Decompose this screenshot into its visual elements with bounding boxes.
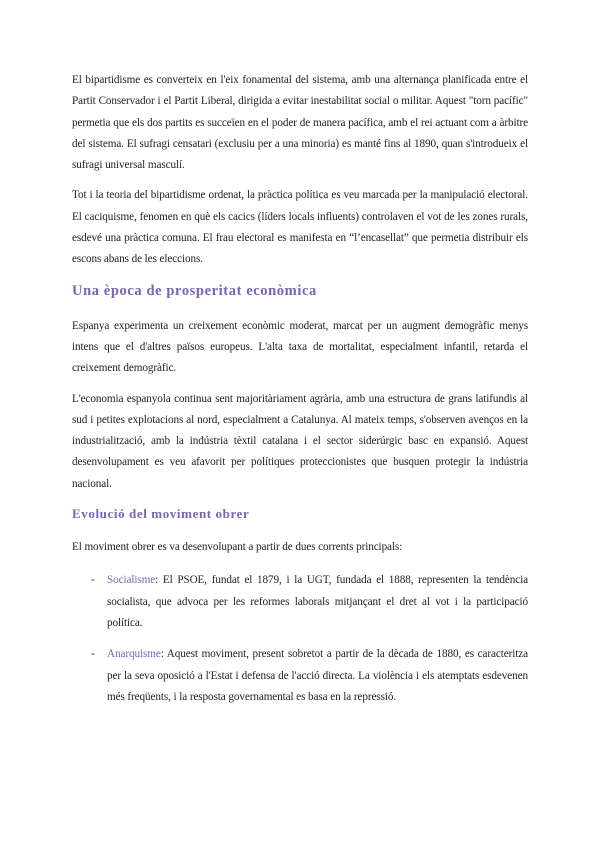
anarquisme-description: Aquest moviment, present sobretot a partir de la dècada de 1880, es caracteritza per la seva oposició a l'Estat i defensa de l'acció directa. La violència i els atemptats esdevenen més freqüents, i la resposta governamental es basa en la repressió. (107, 648, 528, 703)
section-heading-prosperitat: Una època de prosperitat econòmica (72, 282, 317, 299)
paragraph-economia: L'economia espanyola continua sent majoritàriament agrària, amb una estructura de grans latifundis al sud i petites explotacions al nord, especialment a Catalunya. Al mateix temps, s'observen avenços en la industrialització, amb la indústria tèxtil catalana i el sector siderúrgic basc en expansió. Aquest desenvolupament es veu afavorit per polítiques proteccionistes que busquen protegir la indústria nacional. (72, 392, 528, 490)
term-separator: : (155, 574, 163, 587)
dash-bullet: - (91, 648, 95, 661)
list-item-text (107, 644, 528, 708)
list-item-text (107, 570, 528, 634)
paragraph-demografia: Espanya experimenta un creixement econòmic moderat, marcat per un augment demogràfic menys intens que el d'altres països europeus. L'alta taxa de mortalitat, especialment infantil, retarda el creixement demogràfic. (72, 319, 528, 375)
document-body (72, 70, 528, 718)
currents-list (72, 570, 528, 708)
paragraph-caciquisme: Tot i la teoria del bipartidisme ordenat, la pràctica política es veu marcada per la manipulació electoral. El caciquisme, fenomen en què els cacics (líders locals influents) controlaven el vot de les zones rurals, esdevé una pràctica comuna. El frau electoral es manifesta en “l’encasellat” que permetia distribuir els escons abans de les eleccions. (72, 189, 528, 266)
paragraph-moviment-intro: El moviment obrer es va desenvolupant a partir de dues corrents principals: (72, 541, 403, 554)
term-anarquisme: Anarquisme (107, 648, 161, 661)
section-heading-moviment-obrer: Evolució del moviment obrer (72, 506, 250, 522)
list-item-anarquisme (72, 644, 528, 708)
socialisme-description: El PSOE, fundat el 1879, i la UGT, fundada el 1888, representen la tendència socialista, que advoca per les reformes laborals mitjançant el dret al vot i la participació política. (107, 574, 528, 629)
paragraph-bipartidisme: El bipartidisme es converteix en l'eix fonamental del sistema, amb una alternança planificada entre el Partit Conservador i el Partit Liberal, dirigida a evitar inestabilitat social o militar. Aquest "torn pacífic" permetia que els dos partits es succeïen en el poder de manera pacífica, amb el rei actuant com a àrbitre del sistema. El sufragi censatari (exclusiu per a una minoria) es manté fins al 1890, quan s'introdueix el sufragi universal masculí. (72, 74, 528, 172)
term-socialisme: Socialisme (107, 574, 156, 587)
term-separator: : (160, 648, 167, 661)
list-item-socialisme (72, 570, 528, 634)
dash-bullet: - (91, 574, 95, 587)
